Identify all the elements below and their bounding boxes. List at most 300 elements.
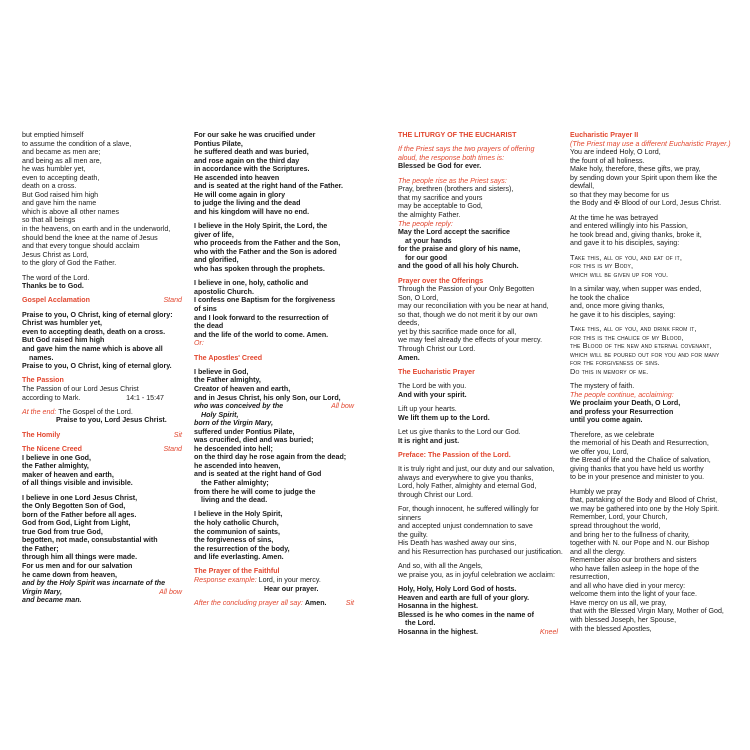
line-text: I confess one Baptism for the forgiveness [194,296,336,305]
line-text: The Prayer of the Faithful [194,567,280,576]
text-line [570,140,734,149]
text-line [570,582,734,591]
text-line [570,488,734,497]
line-text: and in Jesus Christ, his only Son, our Lord, [194,393,341,402]
line-text: The Passion [22,376,64,385]
text-line [398,245,558,254]
text-line [194,314,354,323]
line-text: And so, with all the Angels, [398,562,483,571]
line-text: for our good [405,253,448,262]
text-line [22,462,182,471]
section-heading [398,131,558,140]
text-line [398,482,558,491]
line-text: together with N. our Pope and N. our Bishop [570,539,710,548]
line-text: and became man. [22,596,82,605]
text-line [22,471,182,480]
line-text: who with the Father and the Son is adored [194,247,337,256]
line-text: we offer you, Lord, [570,447,629,456]
text-line [194,322,354,331]
line-text: the almighty Father. [398,210,461,219]
text-line [194,222,354,231]
line-text: (The Priest may use a different Eucharistic Prayer.) [570,139,731,148]
text-line [398,428,558,437]
text-line [398,220,558,229]
text-line [570,214,734,223]
line-text: I believe in God, [194,367,249,376]
line-text: Amen. [398,353,420,362]
text-line [570,496,734,505]
line-text: but emptied himself [22,131,84,139]
line-text: we praise you, as in joyful celebration we acclaim: [398,570,555,579]
section-heading [22,376,182,385]
text-line [398,531,558,540]
line-text: the Bread of life and the Chalice of salvation, [570,456,711,465]
line-text: THE LITURGY OF THE EUCHARIST [398,131,517,139]
text-line [398,162,558,171]
text-line [398,237,558,246]
line-text: Jesus Christ as Lord, [22,250,89,259]
line-text: But God raised him high [22,336,105,345]
line-text: maker of heaven and earth, [22,470,114,479]
text-line [398,437,558,446]
line-text: he suffered death and was buried, [194,148,309,157]
text-line [398,602,558,611]
line-text: Heaven and earth are full of your glory. [398,593,530,602]
line-text: Response example: [194,576,259,585]
line-text: and profess your Resurrection [570,407,674,416]
text-line [22,319,182,328]
line-text: At the time he was betrayed [570,213,658,222]
text-line [22,362,182,371]
text-line [398,539,558,548]
line-text: I believe in one God, [22,453,91,462]
line-text: Remember also our brothers and sisters [570,556,697,565]
line-text: At the end: [22,407,59,416]
line-text: and gave it to his disciples, saying: [570,239,680,248]
text-line [398,474,558,483]
line-text: After the concluding prayer all say: [194,598,305,607]
line-text: God from God, Light from Light, [22,519,131,528]
text-line [398,177,558,186]
line-text: and his kingdom will have no end. [194,207,310,216]
line-text: In a similar way, when supper was ended, [570,285,702,294]
text-line [398,619,558,628]
text-line [22,571,182,580]
line-text: Do this in memory of me. [570,366,649,376]
line-text: he descended into hell; [194,444,273,453]
line-text: he took bread and, giving thanks, broke it, [570,230,702,239]
line-text: he ascended into heaven, [194,461,281,470]
text-line [22,519,182,528]
line-text: which is above all other names [22,207,119,216]
text-line [570,456,734,465]
text-line [194,385,354,394]
line-text: the Lord. [405,619,436,628]
line-text: Praise to you, O Christ, king of eternal glory: [22,310,173,319]
line-text: who was conceived by the [194,402,284,411]
line-text: The Apostles' Creed [194,353,263,362]
text-line [194,496,354,505]
text-line [570,391,734,400]
line-text: was crucified, died and was buried; [194,436,314,445]
line-text: and gave him the name [22,199,97,208]
text-line [398,302,558,311]
line-text: and I look forward to the resurrection of [194,313,329,322]
text-line [398,285,558,294]
text-line [398,628,558,637]
line-text: I believe in one Lord Jesus Christ, [22,493,138,502]
text-line [22,242,182,251]
text-line [398,311,558,320]
line-text: he was humbler yet, [22,165,86,174]
text-line [398,594,558,603]
text-line [570,531,734,540]
line-text: he took the chalice [570,293,630,302]
text-line [194,536,354,545]
text-line [398,514,558,523]
text-line [398,354,558,363]
text-line [194,488,354,497]
text-line [570,448,734,457]
line-text: always and everywhere to give you thanks, [398,473,534,482]
line-text: with the blessed Apostles, [570,624,652,633]
line-text: true God from true God, [22,527,103,536]
text-line [194,148,354,157]
text-line [194,453,354,462]
text-line [398,522,558,531]
text-line [398,571,558,580]
text-line [194,279,354,288]
text-line [570,368,734,377]
text-line [22,494,182,503]
text-line [570,556,734,565]
text-line [570,539,734,548]
line-text: even to accepting death, death on a cross. [22,327,166,336]
line-text: that with the Blessed Virgin Mary, Mother of God, [570,607,724,616]
line-text: on the third day he rose again from the dead; [194,453,347,462]
text-line [194,553,354,562]
line-text: Blessed be God for ever. [398,162,482,171]
column-1 [22,131,182,605]
line-text: Pray, brethren (brothers and sisters), [398,185,514,194]
line-text: Thanks be to God. [22,282,84,291]
text-line [194,265,354,274]
section-heading [398,451,558,460]
line-text: Take this, all of you, and eat of it, [570,252,683,262]
text-line [570,522,734,531]
line-text: The Nicene Creed [22,445,82,454]
line-text: death on a cross. [22,182,77,191]
text-line [194,479,354,488]
line-text: the forgiveness of sins, [194,536,274,545]
text-line [570,465,734,474]
line-text: so that, though we do not merit it by our own [398,310,538,319]
line-text: through him all things were made. [22,553,138,562]
line-text: Through Christ our Lord. [398,344,476,353]
line-text: Holy Spirit, [201,410,239,419]
line-text: and his Resurrection has purchased our justification. [398,547,563,556]
line-text: the Only Begotten Son of God, [22,502,126,511]
line-text: Make holy, therefore, these gifts, we pray, [570,165,701,174]
text-line [194,376,354,385]
text-line [22,528,182,537]
text-line [194,239,354,248]
text-line [194,131,354,140]
line-text: giver of life, [194,230,234,239]
line-text: Therefore, as we celebrate [570,430,655,439]
line-text: in accordance with the Scriptures. [194,165,310,174]
text-line [398,562,558,571]
line-text: and all who have died in your mercy: [570,581,686,590]
line-text: welcome them into the light of your face. [570,590,697,599]
text-line [22,131,182,140]
line-text: according to Mark. [22,393,81,402]
text-line [22,394,182,403]
text-line [22,416,182,425]
text-line [194,436,354,445]
text-line [22,545,182,554]
column-3 [398,131,563,636]
text-line [22,165,182,174]
line-text: The Homily [22,430,61,439]
text-line [194,402,354,411]
text-line [194,248,354,257]
text-line [194,470,354,479]
text-line [570,302,734,311]
text-line [22,336,182,345]
line-text: until you come again. [570,416,643,425]
text-line [194,519,354,528]
line-text: Blessed is he who comes in the name of [398,610,535,619]
line-text: If the Priest says the two prayers of offering [398,145,535,154]
line-text: and all the clergy. [570,547,626,556]
line-text: For us men and for our salvation [22,561,133,570]
rubric-right: Kneel [539,627,558,636]
text-line [22,225,182,234]
line-text: the guilty. [398,530,428,539]
line-text: the Blood of the new and eternal covenant, [570,341,712,351]
line-text: aloud, the response both times is: [398,153,505,162]
text-line [22,208,182,217]
line-text: Through the Passion of your Only Begotten [398,285,535,294]
text-line [398,465,558,474]
text-line [194,174,354,183]
text-line [22,596,182,605]
line-text: For our sake he was crucified under [194,131,316,139]
text-line [194,305,354,314]
line-text: to the glory of God the Father. [22,259,117,268]
line-text: should bend the knee at the name of Jesus [22,233,158,242]
text-line [194,462,354,471]
text-line [570,616,734,625]
text-line [22,251,182,260]
text-line [398,585,558,594]
section-heading [22,445,182,454]
text-line [22,182,182,191]
text-line [22,148,182,157]
line-text: from there he will come to judge the [194,487,316,496]
text-line [194,528,354,537]
text-line [22,354,182,363]
rubric-right: Sit [345,598,354,607]
line-text: the Father almighty, [22,462,89,471]
section-heading [22,431,182,440]
text-line [22,216,182,225]
text-line [398,328,558,337]
text-line [398,145,558,154]
line-text: and the life of the world to come. Amen. [194,330,329,339]
line-text: giving thanks that you have held us worthy [570,464,704,473]
text-line [398,228,558,237]
text-line [570,231,734,240]
text-line [570,191,734,200]
line-text: and is seated at the right hand of the Father. [194,182,343,191]
line-text: The Eucharistic Prayer [398,367,475,376]
line-text: We lift them up to the Lord. [398,413,490,422]
text-line [398,345,558,354]
line-text: that, partaking of the Body and Blood of Christ, [570,496,718,505]
line-response: Amen. [304,598,327,607]
line-text: the communion of saints, [194,527,280,536]
line-text: and gave him the name which is above all [22,344,163,353]
text-line [194,231,354,240]
line-text: Hear our prayer. [264,584,319,593]
line-text: Hosanna in the highest. [398,602,479,611]
line-text: The word of the Lord. [22,273,90,282]
text-line [22,479,182,488]
text-line [194,157,354,166]
line-text: Humbly we pray [570,487,621,496]
text-line [570,416,734,425]
line-text: Christ was humbler yet, [22,319,103,328]
line-text: and, once more giving thanks, [570,302,665,311]
line-text: Or: [194,339,204,348]
text-line [570,607,734,616]
text-line [570,294,734,303]
text-line [22,157,182,166]
text-line [398,185,558,194]
text-line [194,545,354,554]
text-line [398,391,558,400]
line-response: The Gospel of the Lord. [58,407,133,416]
line-text: suffered under Pontius Pilate, [194,427,295,436]
text-line [398,505,558,514]
text-line [570,565,734,574]
line-text: the resurrection of the body, [194,544,290,553]
line-text: which will be given up for you. [570,269,669,279]
line-text: the Body and ✠ Blood of our Lord, Jesus Christ. [570,199,722,208]
rubric-right: Stand [163,296,182,305]
line-text: yet by this sacrifice made once for all, [398,327,517,336]
line-text: names. [29,353,54,362]
text-line [194,331,354,340]
line-text: We proclaim your Death, O Lord, [570,399,681,408]
line-text: begotten, not made, consubstantial with [22,536,158,545]
text-line [398,491,558,500]
section-heading [398,368,558,377]
text-line [570,431,734,440]
line-text: Praise to you, Lord Jesus Christ. [56,416,167,425]
line-text: the Father almighty, [194,376,261,385]
text-line [398,254,558,263]
text-line [398,262,558,271]
line-text: and entered willingly into his Passion, [570,222,688,231]
text-line [194,191,354,200]
line-text: and rose again on the third day [194,156,300,165]
text-line [570,311,734,320]
line-text: Pontius Pilate, [194,139,243,148]
line-text: for this is my Body, [570,261,634,271]
line-text: the memorial of his Death and Resurrection, [570,439,709,448]
text-line [570,439,734,448]
text-line [22,282,182,291]
line-text: the fount of all holiness. [570,156,645,165]
text-line [194,140,354,149]
line-text: and became as men are; [22,148,101,157]
line-text: I believe in one, holy, catholic and [194,279,309,288]
line-text: The people reply: [398,219,453,228]
section-heading [194,354,354,363]
text-line [570,157,734,166]
text-line [194,296,354,305]
line-text: Virgin Mary, [22,587,63,596]
line-text: The people continue, acclaiming: [570,390,674,399]
text-line [22,274,182,283]
line-text: by sending down your Spirit upon them like the [570,173,718,182]
line-text: we may feel already the effects of your mercy. [398,336,543,345]
text-line [194,510,354,519]
line-text: so that they may become for us [570,190,669,199]
line-text: living and the dead. [201,496,268,505]
line-text: for the praise and glory of his name, [398,245,521,254]
line-text: and by the Holy Spirit was incarnate of the [22,579,166,588]
text-line [570,505,734,514]
line-text: we may be gathered into one by the Holy Spirit. [570,504,720,513]
line-text: Hosanna in the highest. [398,627,479,636]
text-line [398,319,558,328]
text-line [194,182,354,191]
line-text: He ascended into heaven [194,173,280,182]
line-text: But God raised him high [22,190,99,199]
text-line [22,140,182,149]
text-line [570,285,734,294]
text-line [194,599,354,608]
text-line [570,399,734,408]
text-line [22,234,182,243]
line-text: and bring her to the fullness of charity, [570,530,690,539]
text-line [22,536,182,545]
text-line [22,191,182,200]
section-heading [194,567,354,576]
text-line [194,419,354,428]
line-text: for this is the chalice of my Blood, [570,332,684,342]
line-text: Have mercy on us all, we pray, [570,598,667,607]
line-text: Holy, Holy, Holy Lord God of hosts. [398,585,517,594]
text-line [194,288,354,297]
text-line [398,294,558,303]
text-line [22,345,182,354]
line-text: to assume the condition of a slave, [22,139,132,148]
text-line [22,454,182,463]
line-text: the Father almighty; [201,478,269,487]
text-line [570,182,734,191]
text-line [22,328,182,337]
text-line [22,588,182,597]
text-line [194,576,354,585]
text-line [398,154,558,163]
text-line [22,562,182,571]
line-text: You are indeed Holy, O Lord, [570,148,661,157]
